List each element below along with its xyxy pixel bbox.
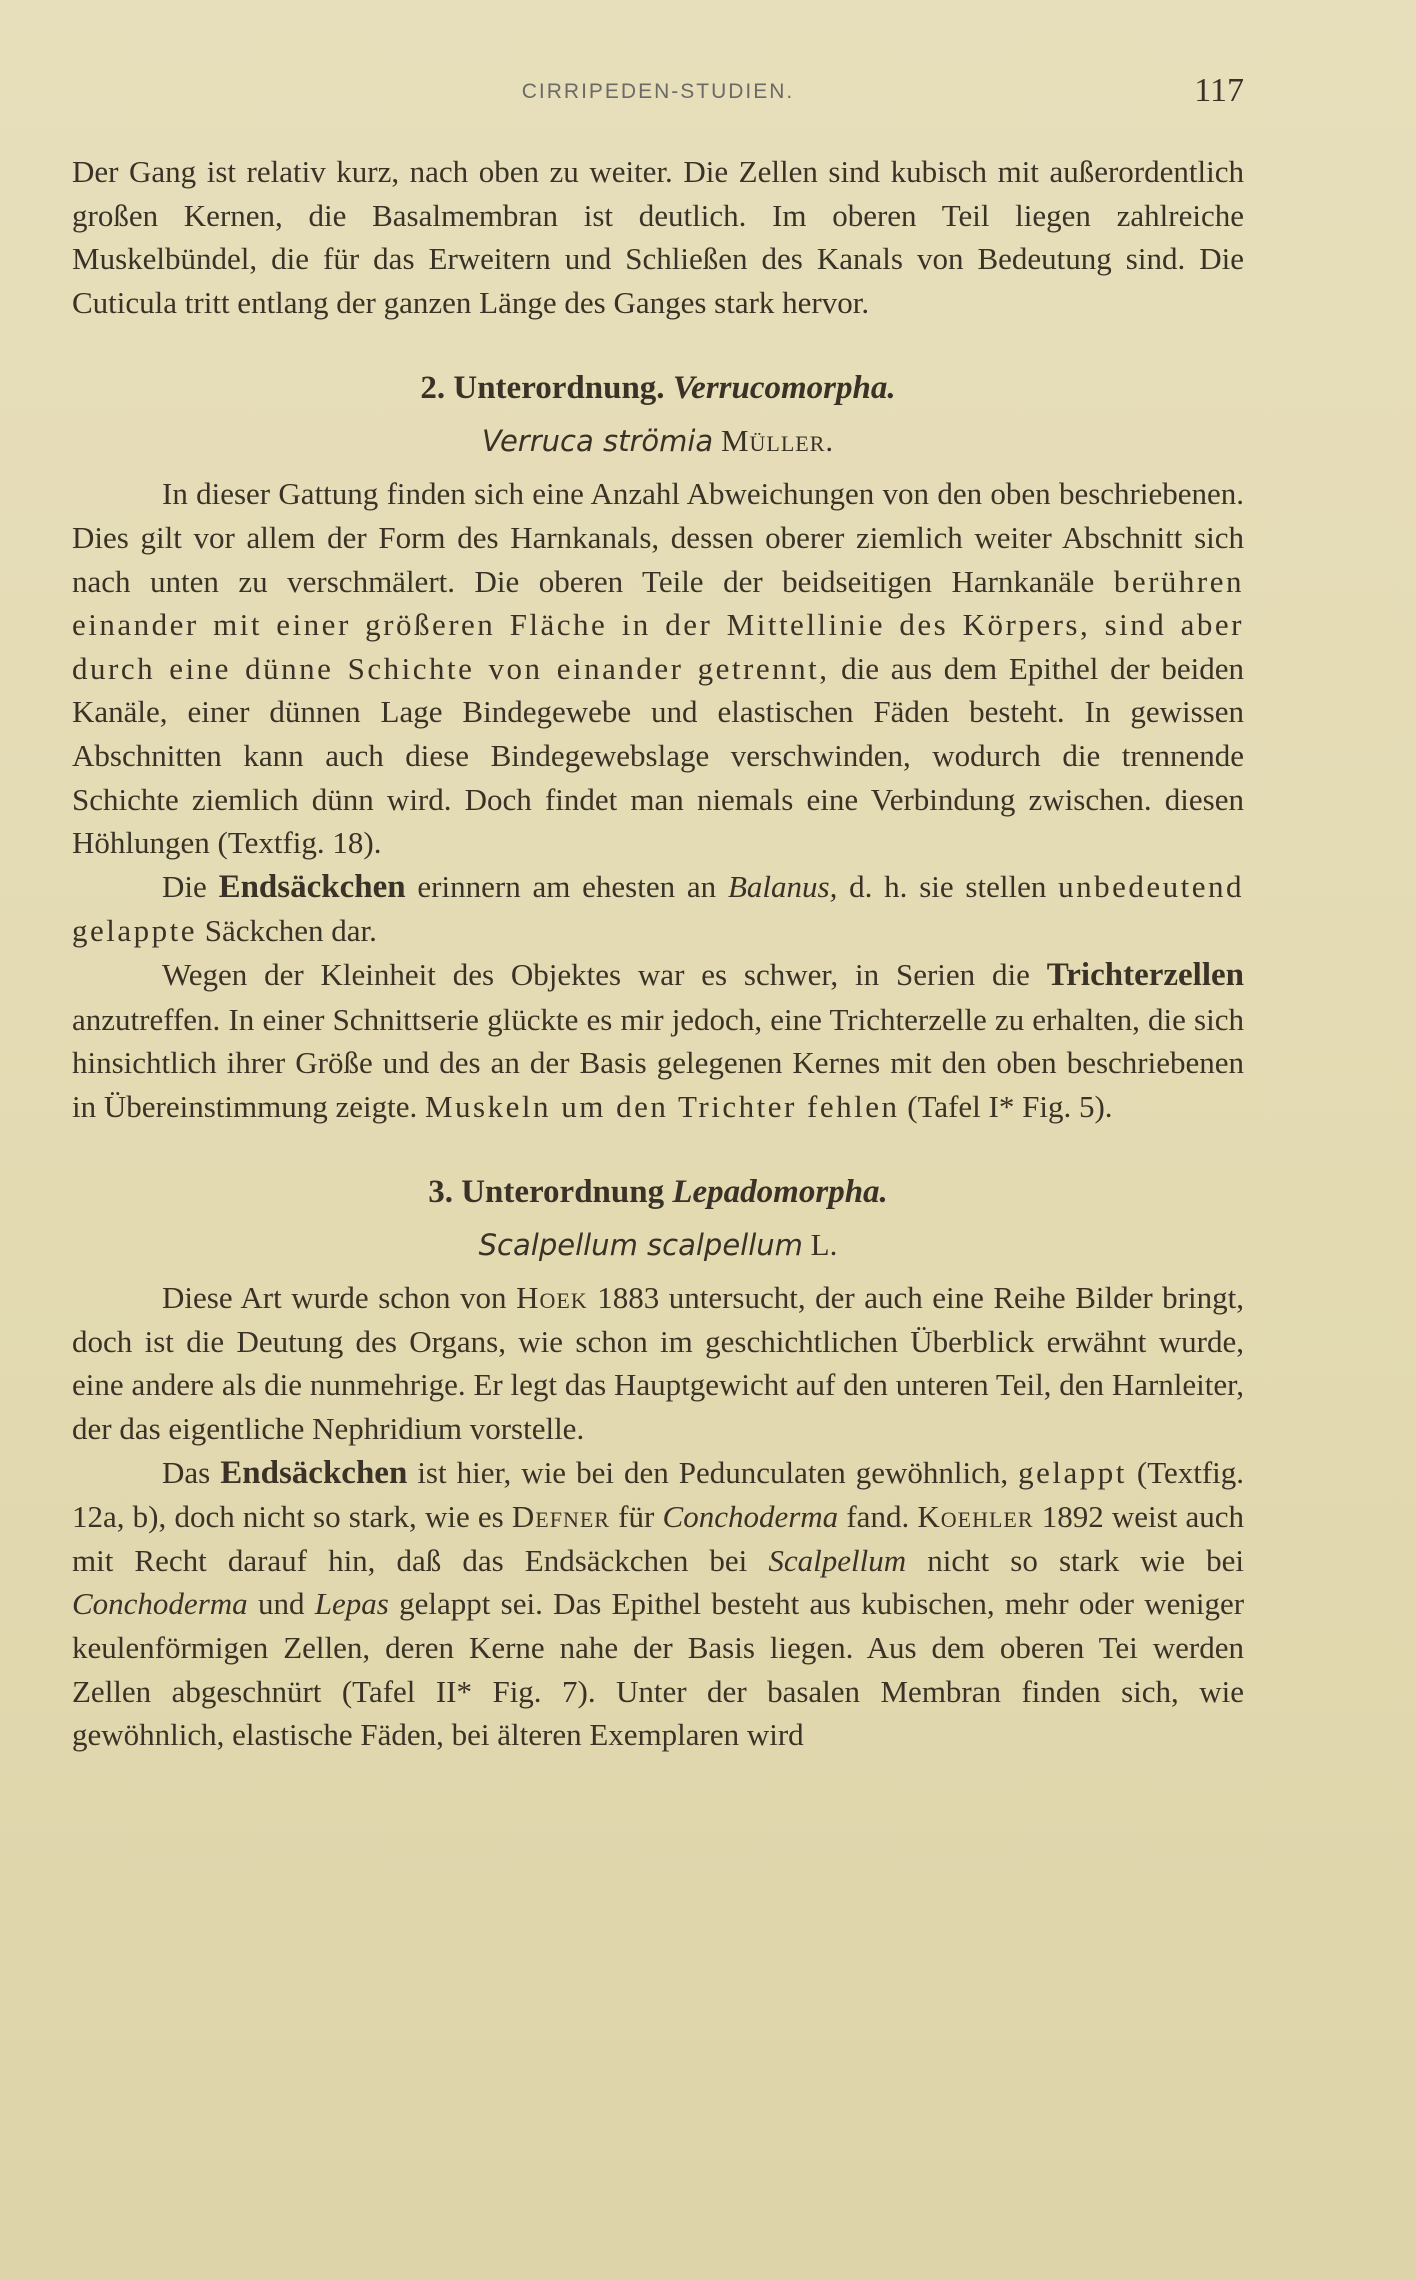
section-heading-2 bbox=[72, 364, 1244, 412]
text-run: 1883 untersucht, der auch eine Reihe Bilder bringt, doch ist die Deutung des Organs, wie schon im geschichtlichen Überblick erwähnt wurde, eine andere als die nunmehrige. Er legt das Hauptgewicht auf den unteren Teil, den Harnleiter, der das eigentliche Nephridium vorstelle. bbox=[72, 1280, 1244, 1447]
text-run: Das bbox=[162, 1454, 211, 1490]
text-run: und bbox=[257, 1586, 305, 1622]
text-run: nicht so stark wie bei bbox=[927, 1542, 1245, 1578]
italic-term: Scalpellum bbox=[768, 1542, 907, 1578]
spaced-text: gelappt bbox=[1018, 1454, 1127, 1490]
species-name: Scalpellum scalpellum bbox=[478, 1228, 803, 1263]
text-run: (Tafel I* Fig. 5). bbox=[907, 1088, 1113, 1124]
text-run: Die bbox=[162, 868, 207, 904]
paragraph-3 bbox=[72, 865, 1244, 953]
heading-taxon: Verrucomorpha. bbox=[672, 370, 896, 407]
text-run: Diese Art wurde schon von bbox=[162, 1280, 507, 1316]
paragraph-1: Der Gang ist relativ kurz, nach oben zu weiter. Die Zellen sind kubisch mit außerordentlich großen Kernen, die Basalmembran ist deutlich. Im oberen Teil liegen zahlreiche Muskelbündel, die für das Erweitern und Schließen des Kanals von Bedeutung sind. Die Cuticula tritt entlang der ganzen Länge des Ganges stark hervor. bbox=[72, 154, 1244, 320]
paragraph-5 bbox=[72, 1276, 1244, 1450]
text-run: d. h. sie stellen bbox=[849, 868, 1047, 904]
bold-term: Endsäckchen bbox=[218, 868, 406, 905]
bold-term: Endsäckchen bbox=[220, 1454, 408, 1491]
author-name: Defner bbox=[511, 1499, 610, 1535]
body-text bbox=[72, 150, 1244, 1757]
text-run: fand. bbox=[846, 1499, 910, 1535]
heading-taxon: Lepadomorpha. bbox=[672, 1174, 888, 1211]
italic-term: Conchoderma bbox=[662, 1499, 839, 1535]
italic-term: Balanus, bbox=[727, 868, 838, 904]
paragraph-6 bbox=[72, 1451, 1244, 1757]
text-run: ist hier, wie bei den Pedunculaten gewöhnlich, bbox=[417, 1454, 1009, 1490]
text-run: anzutreffen. In einer Schnittserie glückte es mir jedoch, eine Trichterzelle zu erhalten, die sich hinsichtlich ihrer Größe und des an der Basis gelegenen Kernes mit den oben beschriebenen in Übereinstimmung zeigte. bbox=[72, 1001, 1244, 1124]
text-run: die aus dem Epithel der beiden Kanäle, einer dünnen Lage Bindegewebe und elastischen Fäden besteht. In gewissen Abschnitten kann auch diese Bindegewebslage verschwinden, wodurch die trennende Schichte ziemlich dünn wird. Doch findet man niemals eine Verbindung zwischen. diesen Höhlungen (Textfig. 18). bbox=[72, 650, 1244, 861]
heading-number: 3. bbox=[428, 1174, 453, 1211]
text-run: 1892 weist auch mit Recht darauf hin, daß das Endsäckchen bei bbox=[72, 1499, 1245, 1578]
author-name: Hoek bbox=[516, 1280, 588, 1316]
species-line-2 bbox=[72, 418, 1244, 464]
paragraph-4 bbox=[72, 953, 1244, 1128]
text-run: Wegen der Kleinheit des Objektes war es schwer, in Serien die bbox=[162, 956, 1030, 992]
author-name: Koehler bbox=[917, 1499, 1034, 1535]
text-run: gelappt sei. Das Epithel besteht aus kubischen, mehr oder weniger keulenförmigen Zellen, deren Kerne nahe der Basis liegen. Aus dem oberen Tei werden Zellen abgeschnürt (Tafel II* Fig. 7). Unter der basalen Membran finden sich, wie gewöhnlich, elastische Fäden, bei älteren Exemplaren wird bbox=[72, 1586, 1245, 1753]
running-head: CIRRIPEDEN-STUDIEN. bbox=[521, 80, 795, 103]
species-line-3 bbox=[72, 1222, 1244, 1268]
paragraph-2 bbox=[72, 472, 1244, 864]
heading-word: Unterordnung bbox=[461, 1174, 665, 1211]
page-number: 117 bbox=[1194, 72, 1244, 109]
italic-term: Conchoderma bbox=[72, 1586, 248, 1622]
text-run: erinnern am ehesten an bbox=[417, 868, 717, 904]
spaced-text: unbedeutend gelappte bbox=[72, 868, 1245, 949]
species-author: Müller. bbox=[720, 423, 835, 459]
text-run: In dieser Gattung finden sich eine Anzahl Abweichungen von den oben beschriebenen. Dies gilt vor allem der Form des Harnkanals, dessen oberer ziemlich weiter Abschnitt sich nach unten zu verschmälert. Die oberen Teile der beidseitigen Harnkanäle bbox=[72, 476, 1244, 599]
heading-number: 2. bbox=[420, 370, 446, 407]
page-header bbox=[72, 72, 1244, 112]
italic-term: Lepas bbox=[314, 1586, 389, 1622]
species-author: L. bbox=[810, 1227, 838, 1263]
bold-term: Trichterzellen bbox=[1046, 956, 1245, 993]
text-run: (Textfig. 12a, b), doch nicht so stark, wie es bbox=[72, 1454, 1245, 1535]
section-heading-3 bbox=[72, 1168, 1244, 1216]
species-name: Verruca strömia bbox=[481, 424, 714, 459]
spaced-text: Muskeln um den Trichter fehlen bbox=[424, 1088, 900, 1124]
spaced-text: berühren einander mit einer größeren Fläche in der Mittellinie des Körpers, sind aber durch eine dünne Schichte von einander getrennt, bbox=[72, 563, 1245, 686]
text-run: Säckchen dar. bbox=[204, 913, 377, 949]
heading-word: Unterordnung. bbox=[453, 370, 665, 407]
text-run: für bbox=[618, 1499, 655, 1535]
